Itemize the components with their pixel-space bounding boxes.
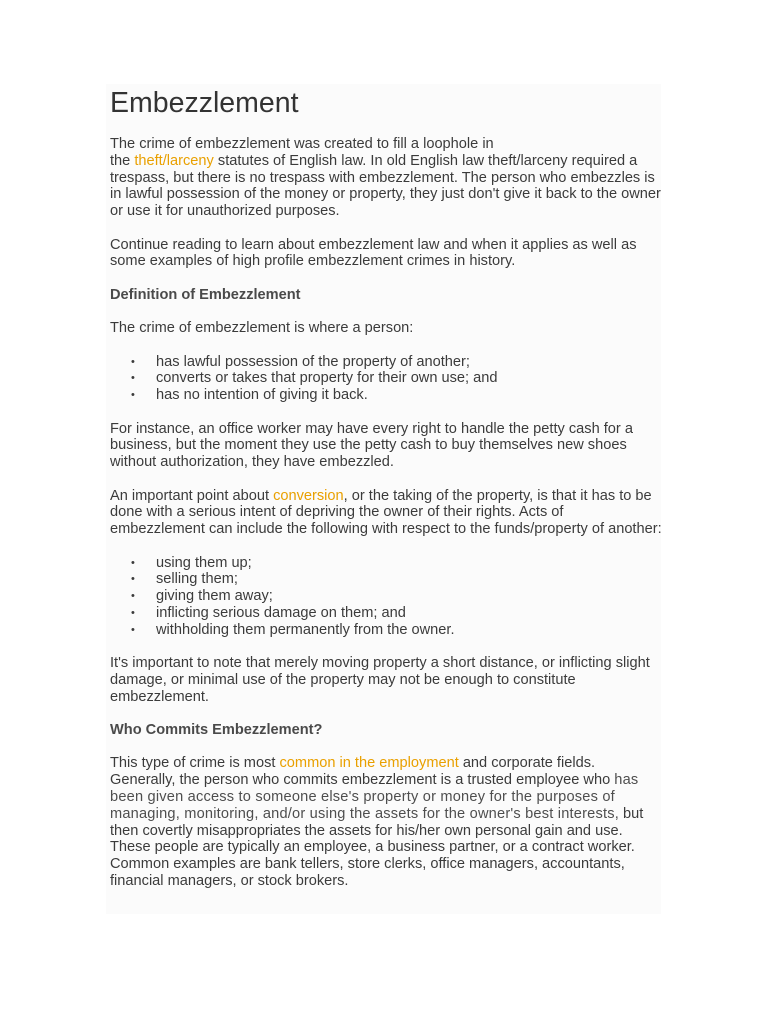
bullet-icon: • [131,372,135,385]
intro-text-pre: the [110,152,135,169]
definition-list [110,354,662,404]
conversion-link[interactable]: conversion [273,487,344,504]
example-paragraph: For instance, an office worker may have every right to handle the petty cash for a business, but the moment they use the petty cash to buy themselves new shoes without authorization, they have embezzled. [110,420,633,471]
list-item-text: giving them away; [156,588,273,605]
list-item [110,622,662,639]
list-item-text: has lawful possession of the property of another; [156,353,470,370]
bullet-icon: • [131,623,135,636]
list-item [110,571,662,588]
who-text-lighter: has been given access to someone else's property or money for the purposes of managing, monitoring, and/or using the assets for the owner's best interests, [110,772,639,822]
continue-reading-paragraph: Continue reading to learn about embezzlement law and when it applies as well as some examples of high profile embezzlement crimes in history. [110,236,637,270]
intro-paragraph [110,136,662,220]
bullet-icon: • [131,590,135,603]
list-item-text: using them up; [156,554,252,571]
conversion-text-pre: An important point about [110,487,274,504]
theft-larceny-link[interactable]: theft/larceny [134,152,214,169]
definition-lead: The crime of embezzlement is where a person: [110,320,414,337]
article-content [110,86,662,906]
list-item [110,605,662,622]
bullet-icon: • [131,389,135,402]
list-item-text: selling them; [156,571,238,588]
list-item-text: has no intention of giving it back. [156,387,368,404]
bullet-icon: • [131,556,135,569]
list-item [110,370,662,387]
list-item [110,354,662,371]
intro-line-1: The crime of embezzlement was created to fill a loophole in [110,136,494,152]
note-paragraph: It's important to note that merely moving property a short distance, or inflicting slight damage, or minimal use of the property may not be enough to constitute embezzlement. [110,655,650,705]
list-item-text: inflicting serious damage on them; and [156,604,406,621]
who-text-post: and corporate fields. Generally, the person who commits embezzlement is a trusted employee who [110,755,615,789]
list-item [110,588,662,605]
who-paragraph [110,755,662,889]
common-in-employment-link[interactable]: common in the employment [279,755,459,772]
conversion-paragraph [110,488,662,538]
list-item [110,387,662,404]
bullet-icon: • [131,606,135,619]
who-heading: Who Commits Embezzlement? [110,722,323,739]
who-text-pre: This type of crime is most [110,755,280,772]
page-title: Embezzlement [110,87,299,119]
list-item-text: converts or takes that property for their own use; and [156,370,498,387]
definition-heading: Definition of Embezzlement [110,286,301,303]
who-text-rest: but then covertly misappropriates the assets for his/her own personal gain and use. These people are typically an employee, a business partner, or a contract worker. Common examples are bank tellers, store clerks, office managers, accountants, financial managers, or stock brokers. [110,805,644,890]
bullet-icon: • [131,573,135,586]
conversion-text-post: , or the taking of the property, is that it has to be done with a serious intent of depriving the owner of their rights. Acts of embezzlement can include the following with respect to the funds/property of another: [110,487,662,538]
intro-text-post: statutes of English law. In old English law theft/larceny required a trespass, but there is no trespass with embezzlement. The person who embezzles is in lawful possession of the money or property, they just don't give it back to the owner or use it for unauthorized purposes. [110,152,661,220]
bullet-icon: • [131,355,135,368]
acts-list [110,555,662,639]
list-item-text: withholding them permanently from the owner. [156,621,455,638]
list-item [110,555,662,572]
